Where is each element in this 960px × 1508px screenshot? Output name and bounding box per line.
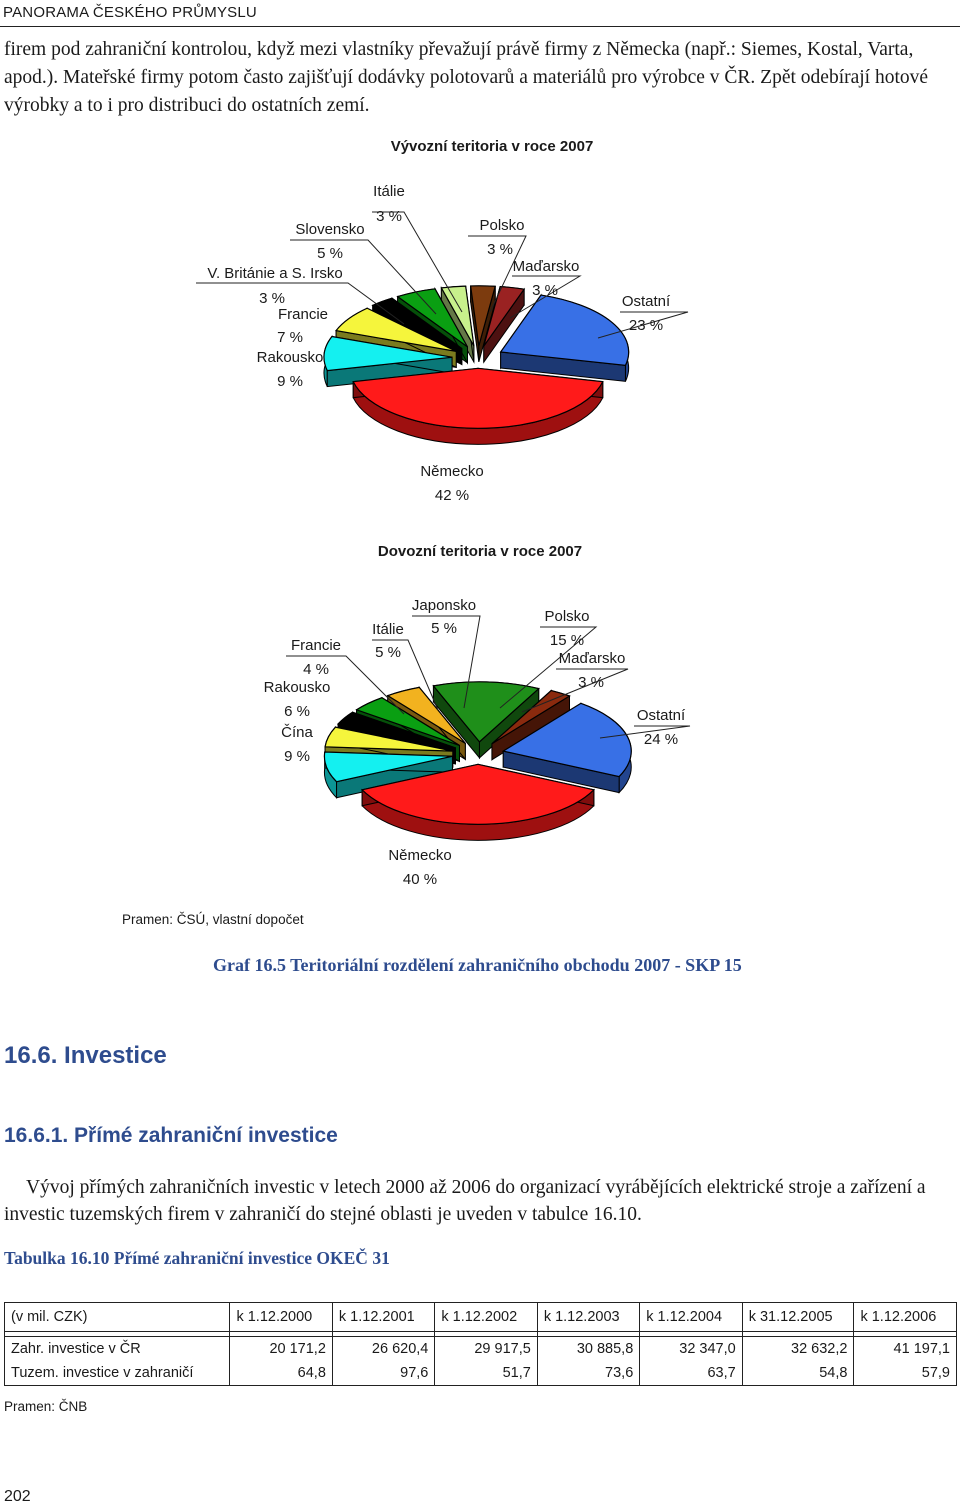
table-cell: 32 347,0 [640, 1337, 742, 1362]
import-value-francie: 4 % [303, 661, 329, 678]
import-value-nemecko: 40 % [402, 871, 438, 888]
table-header-row [5, 1303, 957, 1332]
table-cell: 64,8 [230, 1361, 332, 1386]
export-value-slovensko: 5 % [317, 245, 343, 262]
export-label-francie: Francie [277, 306, 329, 323]
import-slices [324, 682, 631, 840]
table-cell: 26 620,4 [332, 1337, 434, 1362]
page-number: 202 [4, 1488, 31, 1505]
table-header-cell: k 1.12.2004 [640, 1303, 742, 1332]
import-value-rakousko: 6 % [284, 703, 310, 720]
export-label-slovensko: Slovensko [295, 221, 365, 238]
table-header-cell: k 31.12.2005 [742, 1303, 854, 1332]
intro-paragraph: firem pod zahraniční kontrolou, když mezi vlastníky převažují právě firmy z Německa (např.: Siemes, Kostal, Varta, apod.). Mateřské firmy potom často zajišťují dodávky polotovarů a materiálů pro výrobce v ČR. Zpět odebírají hotové výrobky a to i pro distribuci do ostatních zemí. [4, 39, 929, 116]
import-value-cina: 9 % [284, 748, 310, 765]
import-label-ostatni: Ostatní [636, 707, 686, 724]
export-value-britanie: 3 % [259, 290, 285, 307]
table-cell: Tuzem. investice v zahraničí [5, 1361, 230, 1386]
table-row [5, 1361, 957, 1386]
export-label-rakousko: Rakousko [256, 349, 324, 366]
table-cell: 57,9 [854, 1361, 957, 1386]
fdi-table [4, 1302, 957, 1386]
import-label-japonsko: Japonsko [411, 597, 477, 614]
table-header-cell: k 1.12.2000 [230, 1303, 332, 1332]
export-value-madarsko: 3 % [532, 282, 558, 299]
table-cell: 32 632,2 [742, 1337, 854, 1362]
table-cell: 29 917,5 [435, 1337, 537, 1362]
import-label-rakousko: Rakousko [263, 679, 331, 696]
export-value-rakousko: 9 % [277, 373, 303, 390]
table-header-cell: k 1.12.2003 [537, 1303, 639, 1332]
import-label-italie: Itálie [372, 621, 404, 638]
import-value-japonsko: 5 % [431, 620, 457, 637]
table-cell: 41 197,1 [854, 1337, 957, 1362]
table-cell: 54,8 [742, 1361, 854, 1386]
import-label-nemecko: Německo [388, 847, 452, 864]
export-value-francie: 7 % [277, 329, 303, 346]
import-label-polsko: Polsko [544, 608, 590, 625]
import-value-polsko: 15 % [549, 632, 585, 649]
table-cell: 63,7 [640, 1361, 742, 1386]
export-value-polsko: 3 % [487, 241, 513, 258]
export-label-nemecko: Německo [420, 463, 484, 480]
running-header [0, 0, 960, 27]
export-slice-německo [353, 368, 603, 444]
table-header-cell: k 1.12.2001 [332, 1303, 434, 1332]
import-label-madarsko: Maďarsko [558, 650, 626, 667]
export-label-britanie: V. Británie a S. Irsko [207, 265, 343, 282]
import-chart-title: Dovozní teritoria v roce 2007 [377, 543, 583, 560]
import-value-madarsko: 3 % [578, 674, 604, 691]
running-header-title: PANORAMA ČESKÉHO PRŮMYSLU [3, 4, 257, 21]
table-cell: 30 885,8 [537, 1337, 639, 1362]
chart-source: Pramen: ČSÚ, vlastní dopočet [122, 912, 304, 927]
table-cell: 51,7 [435, 1361, 537, 1386]
export-value-ostatni: 23 % [628, 317, 664, 334]
table-row [5, 1337, 957, 1362]
body-paragraph: Vývoj přímých zahraničních investic v letech 2000 až 2006 do organizací vyrábějících elektrické stroje a zařízení a investic tuzemských firem v zahraničí do stejné oblasti je uveden v tabulce 16.10. [4, 1177, 926, 1225]
export-label-madarsko: Maďarsko [512, 258, 580, 275]
export-chart-title: Vývozní teritoria v roce 2007 [390, 138, 594, 155]
table-cell: Zahr. investice v ČR [5, 1337, 230, 1362]
table-header-cell: (v mil. CZK) [5, 1303, 230, 1332]
subsection-heading: 16.6.1. Přímé zahraniční investice [4, 1124, 338, 1147]
export-pie-chart [0, 128, 960, 508]
table-cell: 20 171,2 [230, 1337, 332, 1362]
import-label-cina: Čína [281, 724, 313, 741]
export-value-itálie: 3 % [376, 208, 402, 225]
export-label-itálie: Itálie [373, 183, 405, 200]
section-heading: 16.6. Investice [4, 1042, 167, 1069]
table-header-cell: k 1.12.2006 [854, 1303, 957, 1332]
table-header-cell: k 1.12.2002 [435, 1303, 537, 1332]
import-pie-chart [0, 532, 960, 892]
import-value-ostatni: 24 % [643, 731, 679, 748]
table-caption: Tabulka 16.10 Přímé zahraniční investice OKEČ 31 [4, 1248, 390, 1268]
export-label-ostatni: Ostatní [621, 293, 671, 310]
import-value-italie: 5 % [375, 644, 401, 661]
export-label-polsko: Polsko [479, 217, 525, 234]
table-cell: 97,6 [332, 1361, 434, 1386]
export-slices [324, 286, 629, 444]
graph-caption: Graf 16.5 Teritoriální rozdělení zahraničního obchodu 2007 - SKP 15 [213, 955, 742, 975]
table-source: Pramen: ČNB [4, 1399, 88, 1414]
table-cell: 73,6 [537, 1361, 639, 1386]
export-value-nemecko: 42 % [434, 487, 470, 504]
import-label-francie: Francie [290, 637, 342, 654]
